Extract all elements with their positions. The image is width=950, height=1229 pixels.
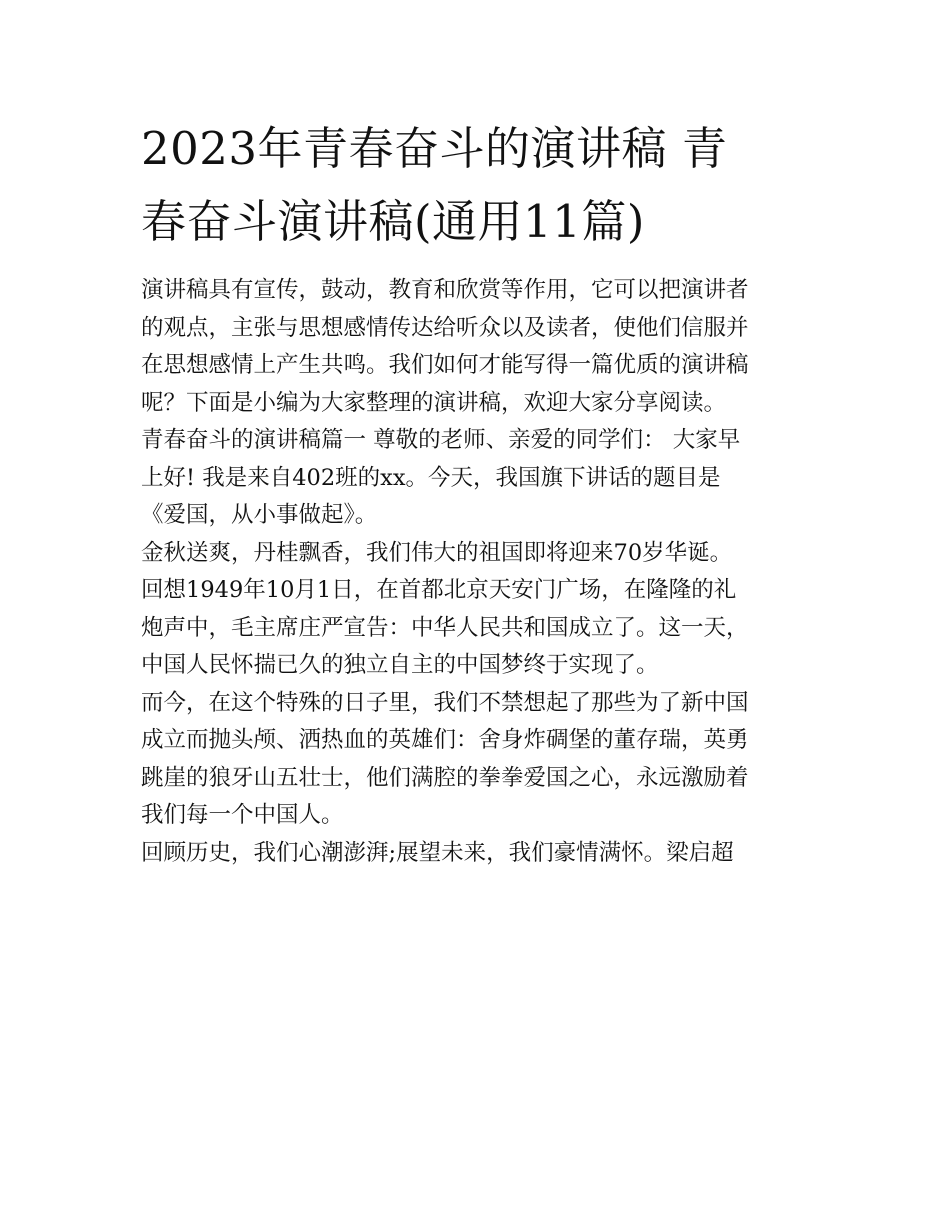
text-line: 演讲稿具有宣传，鼓动，教育和欣赏等作用，它可以把演讲者	[141, 277, 749, 303]
text-line: 《爱国，从小事做起》。	[141, 502, 378, 528]
text-line: 我们每一个中国人。	[141, 802, 344, 828]
document-title	[141, 112, 813, 258]
paragraph-heroes	[141, 685, 813, 835]
text-line: 在思想感情上产生共鸣。我们如何才能写得一篇优质的演讲稿	[141, 352, 749, 378]
text-line: 青春奋斗的演讲稿篇一 尊敬的老师、亲爱的同学们： 大家早	[141, 427, 741, 453]
text-line: 金秋送爽，丹桂飘香，我们伟大的祖国即将迎来70岁华诞。	[141, 539, 733, 566]
text-line: 回顾历史，我们心潮澎湃;展望未来，我们豪情满怀。梁启超	[141, 839, 734, 866]
text-line: 呢？下面是小编为大家整理的演讲稿，欢迎大家分享阅读。	[141, 389, 727, 416]
paragraph-history	[141, 535, 813, 685]
title-line: 2023年青春奋斗的演讲稿 青	[141, 122, 728, 175]
text-line: 炮声中，毛主席庄严宣告：中华人民共和国成立了。这一天，	[141, 614, 749, 641]
paragraph-future	[141, 835, 813, 873]
text-line: 而今，在这个特殊的日子里，我们不禁想起了那些为了新中国	[141, 689, 749, 716]
text-line: 成立而抛头颅、洒热血的英雄们：舍身炸碉堡的董存瑞，英勇	[141, 727, 749, 753]
title-line: 春奋斗演讲稿(通用11篇)	[141, 195, 645, 248]
paragraph-greeting	[141, 422, 813, 535]
paragraph-intro	[141, 272, 813, 422]
text-line: 上好! 我是来自402班的xx。今天，我国旗下讲话的题目是	[141, 464, 721, 491]
text-line: 跳崖的狼牙山五壮士，他们满腔的拳拳爱国之心，永远激励着	[141, 764, 749, 791]
text-line: 回想1949年10月1日，在首都北京天安门广场，在隆隆的礼	[141, 577, 737, 603]
document-page	[141, 112, 813, 872]
text-line: 中国人民怀揣已久的独立自主的中国梦终于实现了。	[141, 652, 659, 678]
text-line: 的观点，主张与思想感情传达给听众以及读者，使他们信服并	[141, 314, 749, 341]
